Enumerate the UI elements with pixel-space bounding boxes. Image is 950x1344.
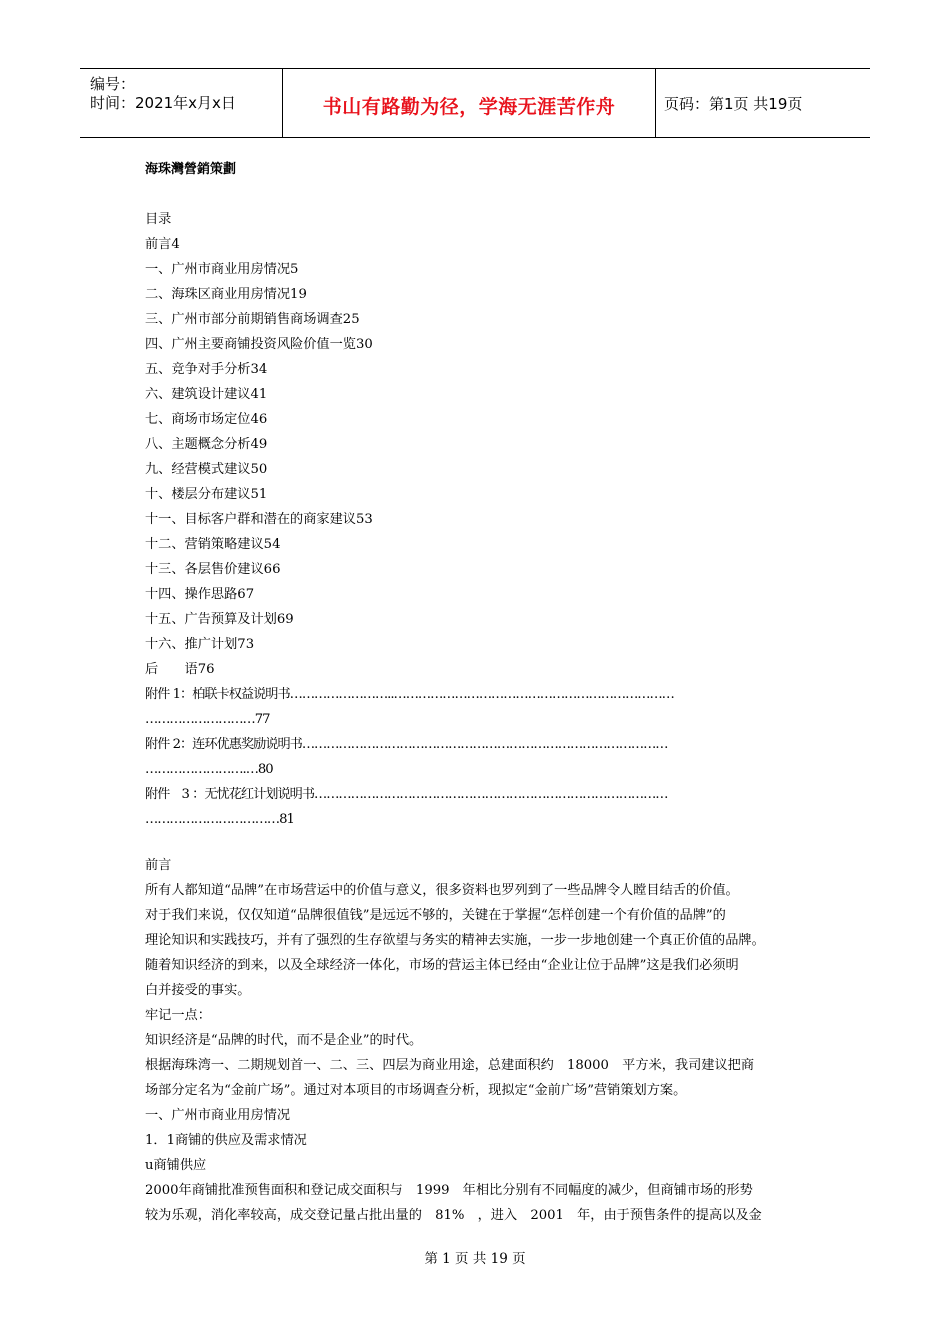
serial-label: 编号： <box>90 75 136 93</box>
toc-item: 十、楼层分布建议51 <box>145 487 268 502</box>
appendix-item-cont: ……………………………81 <box>145 812 294 827</box>
paragraph-line: 白并接受的事实。 <box>145 983 251 998</box>
toc-item: 九、经营模式建议50 <box>145 462 268 477</box>
toc-item: 八、主题概念分析49 <box>145 437 268 452</box>
toc-item: 七、商场市场定位46 <box>145 412 268 427</box>
toc-heading: 目录 <box>145 212 172 227</box>
paragraph-line: 所有人都知道“品牌”在市场营运中的价值与意义，很多资料也罗列到了一些品牌令人瞠目结舌的价值。 <box>145 883 739 898</box>
toc-item: 二、海珠区商业用房情况19 <box>145 287 307 302</box>
toc-item: 五、竞争对手分析34 <box>145 362 268 377</box>
appendix-item: 附件 3 ：无忧花红计划说明书…………………………………………………………………………… <box>145 787 668 802</box>
header-motto-cell <box>283 69 656 137</box>
toc-item: 一、广州市商业用房情况5 <box>145 262 299 277</box>
paragraph-line: 知识经济是“品牌的时代，而不是企业”的时代。 <box>145 1033 423 1048</box>
paragraph-line: 场部分定名为“金前广场”。通过对本项目的市场调查分析，现拟定“金前广场”营销策划方案。 <box>145 1083 687 1098</box>
toc-item: 十四、操作思路67 <box>145 587 255 602</box>
toc-item: 十六、推广计划73 <box>145 637 255 652</box>
paragraph-line: 理论知识和实践技巧，并有了强烈的生存欲望与务实的精神去实施，一步一步地创建一个真正价值的品牌。 <box>145 933 765 948</box>
section-heading: 一、广州市商业用房情况 <box>145 1108 291 1123</box>
appendix-item: 附件 1：柏联卡权益说明书……………………..…………………………………………………………… <box>145 687 674 702</box>
toc-item: 四、广州主要商铺投资风险价值一览30 <box>145 337 373 352</box>
paragraph-line: 较为乐观，消化率较高，成交登记量占批出量的 81% ，进入 2001 年，由于预售条件的提高以及金 <box>145 1208 762 1223</box>
paragraph-line: 随着知识经济的到来，以及全球经济一体化，市场的营运主体已经由“企业让位于品牌”这是我们必须明 <box>145 958 739 973</box>
toc-item: 前言4 <box>145 237 180 252</box>
document-title: 海珠灣營銷策劃 <box>145 162 237 177</box>
motto: 书山有路勤为径，学海无涯苦作舟 <box>322 96 616 118</box>
paragraph-line: 对于我们来说，仅仅知道“品牌很值钱”是远远不够的，关键在于掌握“怎样创建一个有价值的品牌”的 <box>145 908 726 923</box>
bullet-heading: u商铺供应 <box>145 1158 207 1173</box>
toc-item: 十五、广告预算及计划69 <box>145 612 294 627</box>
page-info: 页码：第1页 共19页 <box>664 95 803 113</box>
toc-item: 后 语76 <box>145 662 215 677</box>
toc-item: 十二、营销策略建议54 <box>145 537 281 552</box>
appendix-item: 附件 2：连环优惠奖励说明书……………………………………………………………………………… <box>145 737 668 752</box>
page-footer: 第 1 页 共 19 页 <box>424 1251 526 1267</box>
toc-item: 六、建筑设计建议41 <box>145 387 268 402</box>
header-page-cell <box>656 69 870 137</box>
header-info-cell <box>80 69 283 137</box>
section-heading: 前言 <box>145 858 172 873</box>
appendix-item-cont: ………………………77 <box>145 712 270 727</box>
toc-item: 十三、各层售价建议66 <box>145 562 281 577</box>
subsection-heading: 1．1商铺的供应及需求情况 <box>145 1133 307 1148</box>
header-table <box>80 68 870 138</box>
toc-item: 十一、目标客户群和潜在的商家建议53 <box>145 512 373 527</box>
time-label: 时间：2021年x月x日 <box>90 94 236 112</box>
paragraph-line: 2000年商铺批准预售面积和登记成交面积与 1999 年相比分别有不同幅度的减少，但商铺市场的形势 <box>145 1183 753 1198</box>
paragraph-line: 根据海珠湾一、二期规划首一、二、三、四层为商业用途，总建面积约 18000 平方米，我司建议把商 <box>145 1058 755 1073</box>
appendix-item-cont: …………………….…80 <box>145 762 273 777</box>
toc-item: 三、广州市部分前期销售商场调查25 <box>145 312 360 327</box>
paragraph-line: 牢记一点： <box>145 1008 211 1023</box>
